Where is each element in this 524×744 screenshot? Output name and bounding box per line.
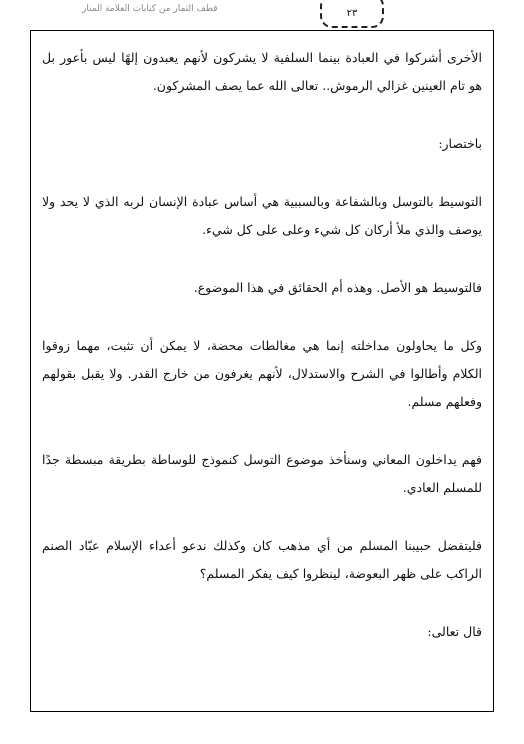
paragraph: الأخرى أشركوا في العبادة بينما السلفية لا يشركون لأنهم يعبدون إلهًا ليس بأعور بل هو تام العينين غزالي الرموش.. تعالى الله عما يصف المشركون. [42,50,482,93]
paragraph: قال تعالى: [427,624,482,639]
book-title-header: قطف الثمار من كتابات العلامة المنار [82,4,218,14]
paragraph: فليتفضل حبيبنا المسلم من أي مذهب كان وكذلك ندعو أعداء الإسلام عبّاد الصنم الراكب على ظهر البعوضة، لينظروا كيف يفكر المسلم؟ [42,538,482,581]
page-number: ٢٣ [320,0,384,28]
paragraph: التوسيط بالتوسل وبالشفاعة وبالسببية هي أساس عبادة الإنسان لربه الذي لا يحد ولا يوصف والذي ملأ أركان كل شيء وعلى على كل شيء. [42,194,482,237]
paragraph: فالتوسيط هو الأصل. وهذه أم الحقائق في هذا الموضوع. [193,280,482,295]
paragraph: وكل ما يحاولون مداخلته إنما هي مغالطات محضة، لا يمكن أن تثبت، مهما زوقوا الكلام وأطالوا في الشرح والاستدلال، لأنهم يغرفون من خارج القدر. ولا يقبل بقولهم وفعلهم مسلم. [42,338,482,409]
paragraph: فهم يداخلون المعاني وسنأخذ موضوع التوسل كنموذج للوساطة بطريقة مبسطة جدًا للمسلم العادي. [42,452,482,495]
paragraph: باختصار: [438,136,482,151]
page-body [42,44,482,676]
